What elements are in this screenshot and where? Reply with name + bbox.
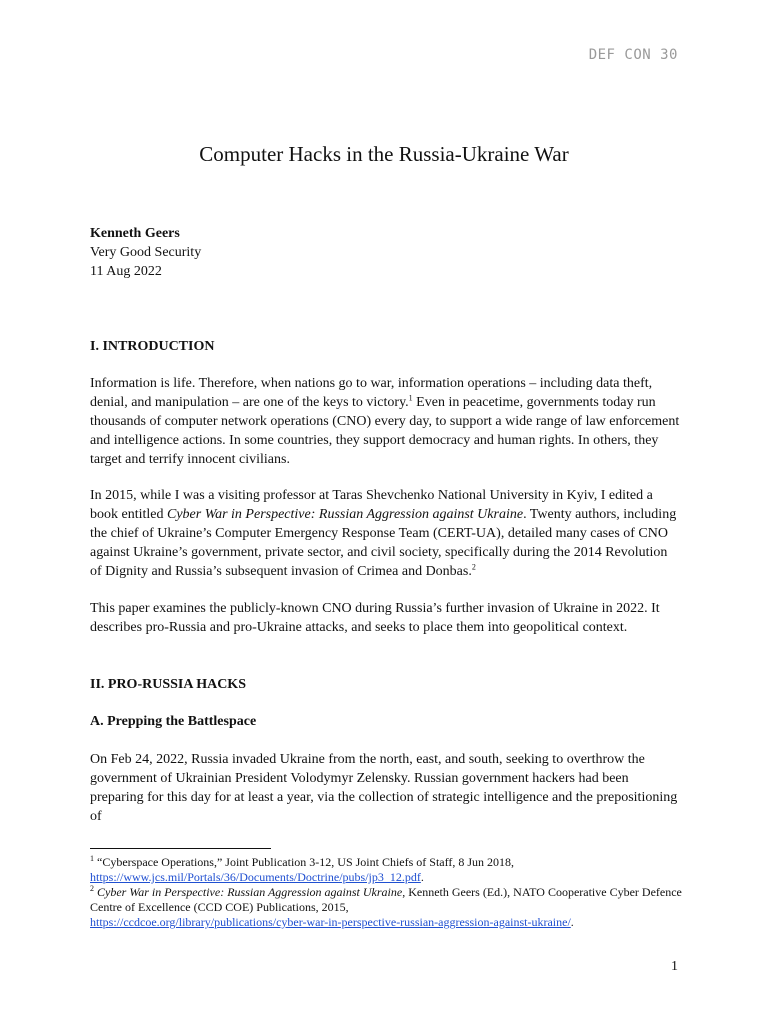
- footnote-text: , Kenneth Geers (Ed.), NATO Cooperative Cyber Defence Centre of Excellence (CCD COE) Publications, 2015,: [90, 885, 682, 914]
- footnote-punctuation: .: [570, 915, 574, 929]
- prepping-paragraph-1: [90, 750, 680, 826]
- section-heading-text: I. INTRODUCTION: [90, 339, 215, 354]
- subsection-heading-text: A. Prepping the Battlespace: [90, 714, 257, 729]
- footnote-2: [90, 885, 690, 930]
- section-heading-introduction: [90, 337, 680, 356]
- paper-title: Computer Hacks in the Russia-Ukraine War: [199, 142, 569, 166]
- intro-paragraph-2: [90, 486, 680, 581]
- author-affiliation: Very Good Security: [90, 245, 202, 260]
- footnote-divider: [90, 848, 271, 849]
- footnote-link[interactable]: https://www.jcs.mil/Portals/36/Documents/Doctrine/pubs/jp3_12.pdf: [90, 870, 421, 884]
- footnote-text: “Cyberspace Operations,” Joint Publication 3-12, US Joint Chiefs of Staff, 8 Jun 2018,: [94, 855, 515, 869]
- paragraph-text: . Twenty authors, including the chief of Ukraine’s Computer Emergency Response Team (CERT-UA), detailed many cases of CNO against Ukraine’s government, private sector, and civil society, specifically during the 2014 Revolution of Dignity and Russia’s subsequent invasion of Crimea and Donbas.: [90, 507, 677, 579]
- paragraph-text: Even in peacetime, governments today run thousands of computer network operations (CNO) every day, to support a wide range of law enforcement and intelligence actions. In some countries, they support democracy and human rights. In others, they target and terrify innocent civilians.: [90, 395, 680, 467]
- paragraph-text: On Feb 24, 2022, Russia invaded Ukraine from the north, east, and south, seeking to overthrow the government of Ukrainian President Volodymyr Zelensky. Russian government hackers had been preparing for this day for at least a year, via the collection of strategic intelligence and the prepositioning of: [90, 752, 678, 824]
- footnote-mark: 1: [90, 854, 94, 863]
- intro-paragraph-3: [90, 599, 680, 637]
- paragraph-text: Information is life. Therefore, when nations go to war, information operations – including data theft, denial, and manipulation – are one of the keys to victory.: [90, 376, 653, 410]
- footnote-book-title: Cyber War in Perspective: Russian Aggression against Ukraine: [97, 885, 403, 899]
- author-name: Kenneth Geers: [90, 226, 180, 241]
- footnote-punctuation: .: [420, 870, 424, 884]
- section-heading-text: II. PRO-RUSSIA HACKS: [90, 677, 246, 692]
- conference-header: DEF CON 30: [588, 47, 678, 63]
- footnote-1: [90, 855, 690, 885]
- section-heading-pro-russia: [90, 675, 680, 694]
- footnote-marker-2[interactable]: 2: [471, 562, 476, 572]
- book-title-italic: Cyber War in Perspective: Russian Aggression against Ukraine: [167, 507, 524, 522]
- footnote-mark: 2: [90, 884, 94, 893]
- paragraph-text: In 2015, while I was a visiting professor at Taras Shevchenko National University in Kyiv, I edited a book entitled: [90, 488, 653, 522]
- footnote-link[interactable]: https://ccdcoe.org/library/publications/cyber-war-in-perspective-russian-aggression-against-ukraine/: [90, 915, 571, 929]
- paragraph-text: This paper examines the publicly-known CNO during Russia’s further invasion of Ukraine in 2022. It describes pro-Russia and pro-Ukraine attacks, and seeks to place them into geopolitical context.: [90, 601, 660, 635]
- author-block: [90, 224, 201, 281]
- subsection-heading-prepping: [90, 712, 680, 731]
- page-number: 1: [671, 959, 678, 974]
- footnote-marker-1[interactable]: 1: [408, 393, 413, 403]
- intro-paragraph-1: [90, 374, 680, 469]
- publication-date: 11 Aug 2022: [90, 264, 162, 279]
